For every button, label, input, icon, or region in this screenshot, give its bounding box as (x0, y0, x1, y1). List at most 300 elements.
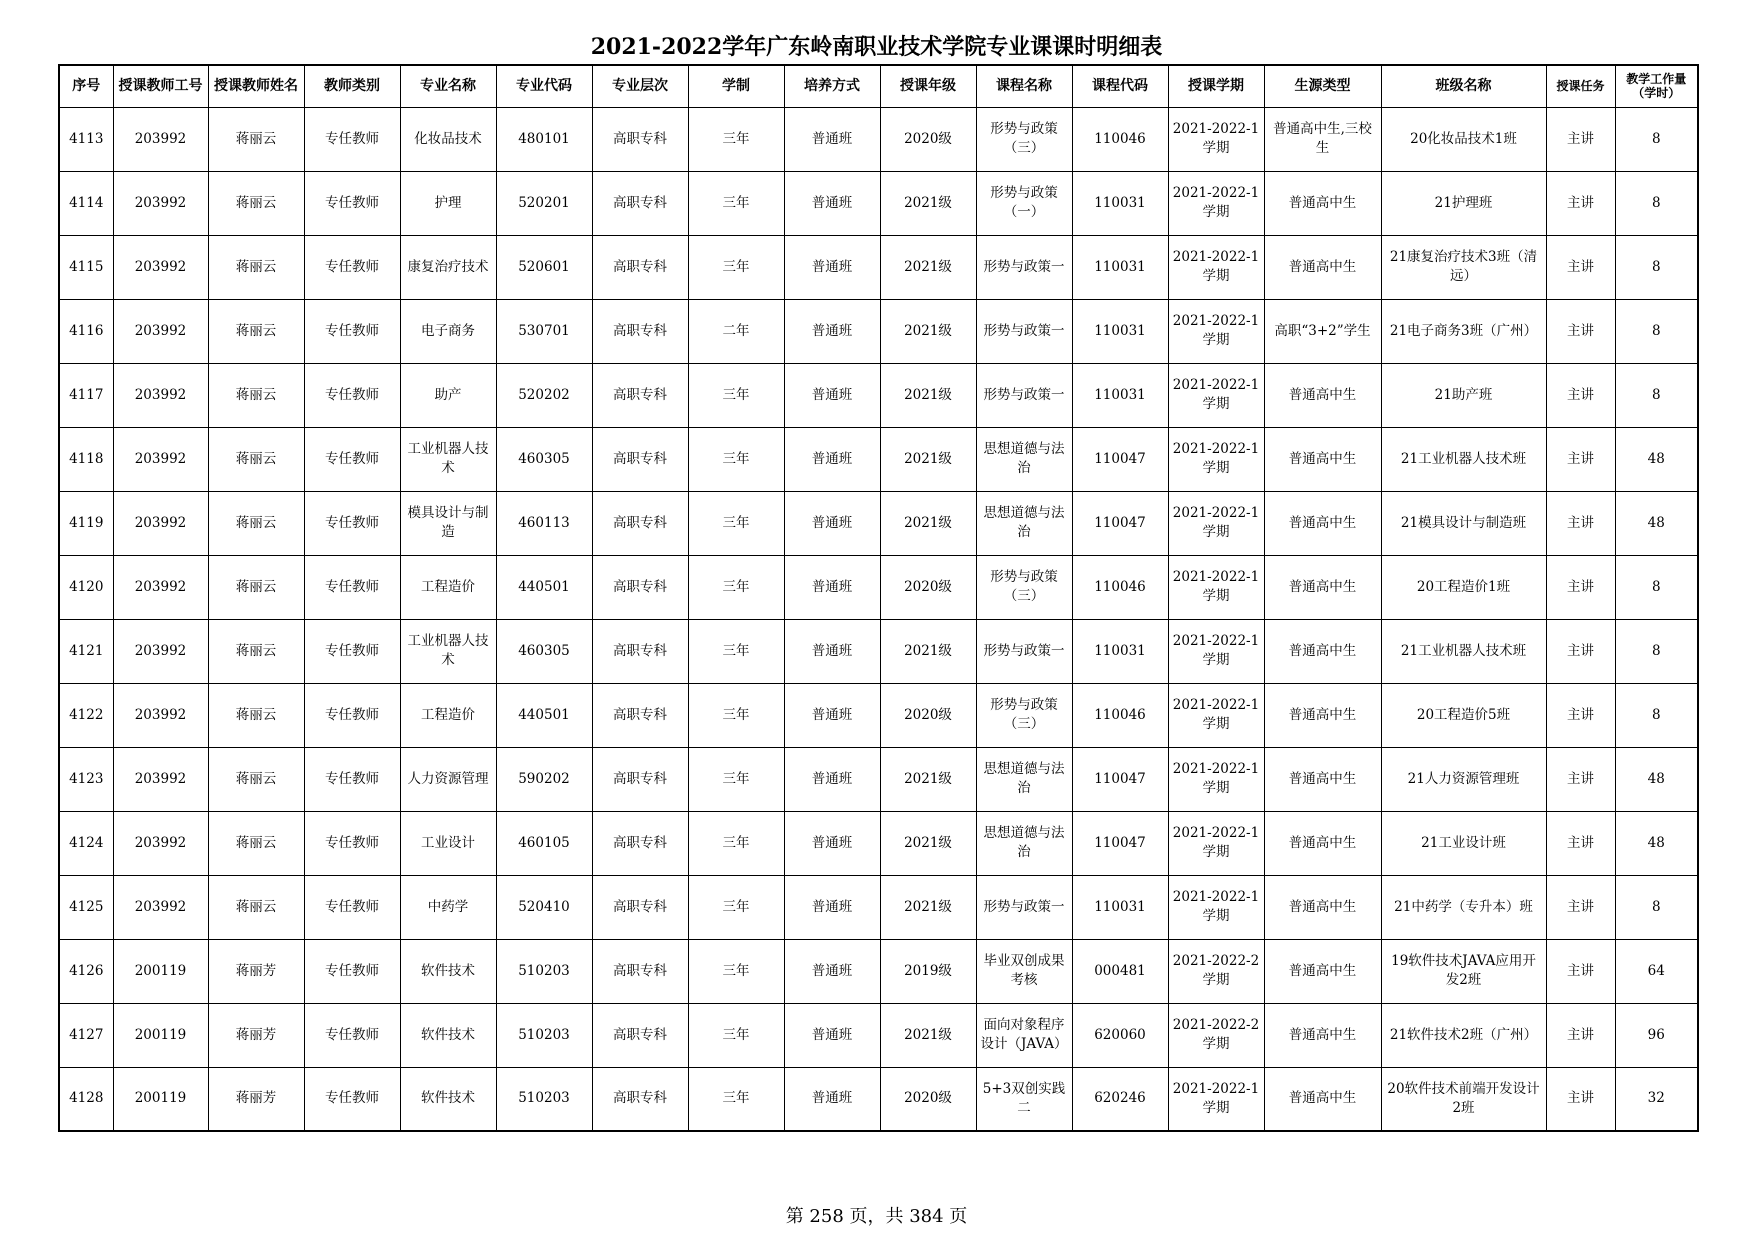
table-cell: 软件技术 (400, 1067, 496, 1131)
page-footer: 第 258 页，共 384 页 (785, 1206, 968, 1227)
table-cell: 普通高中生 (1264, 1067, 1381, 1131)
table-cell: 专任教师 (304, 491, 400, 555)
table-cell: 形势与政策一 (976, 619, 1072, 683)
table-cell: 蒋丽云 (208, 299, 304, 363)
table-cell: 8 (1615, 555, 1698, 619)
table-cell: 工程造价 (400, 555, 496, 619)
table-cell: 高职专科 (592, 491, 688, 555)
table-cell: 形势与政策（三） (976, 683, 1072, 747)
table-cell: 510203 (496, 1067, 592, 1131)
table-cell: 主讲 (1546, 491, 1615, 555)
table-cell: 200119 (113, 1067, 208, 1131)
table-row (59, 875, 1698, 939)
table-cell: 110047 (1072, 427, 1168, 491)
table-cell: 主讲 (1546, 619, 1615, 683)
table-cell: 主讲 (1546, 683, 1615, 747)
table-cell: 蒋丽云 (208, 683, 304, 747)
table-cell: 2021级 (880, 171, 976, 235)
table-cell: 蒋丽云 (208, 491, 304, 555)
table-cell: 蒋丽云 (208, 171, 304, 235)
table-cell: 2020级 (880, 1067, 976, 1131)
table-cell: 2021-2022-2学期 (1168, 939, 1264, 1003)
table-cell: 20工程造价1班 (1381, 555, 1546, 619)
table-cell: 8 (1615, 619, 1698, 683)
table-cell: 21工业设计班 (1381, 811, 1546, 875)
table-cell: 形势与政策（一） (976, 171, 1072, 235)
table-cell: 203992 (113, 107, 208, 171)
table-cell: 形势与政策一 (976, 363, 1072, 427)
table-cell: 专任教师 (304, 875, 400, 939)
table-cell: 460113 (496, 491, 592, 555)
table-cell: 5+3双创实践二 (976, 1067, 1072, 1131)
table-cell: 2021-2022-1学期 (1168, 683, 1264, 747)
column-header: 班级名称 (1381, 65, 1546, 107)
table-cell: 形势与政策一 (976, 235, 1072, 299)
table-cell: 高职专科 (592, 939, 688, 1003)
table-cell: 4120 (59, 555, 113, 619)
table-cell: 2021级 (880, 363, 976, 427)
table-cell: 4121 (59, 619, 113, 683)
column-header: 授课任务 (1546, 65, 1615, 107)
table-cell: 普通高中生 (1264, 427, 1381, 491)
table-cell: 蒋丽云 (208, 555, 304, 619)
table-cell: 三年 (688, 555, 784, 619)
table-cell: 蒋丽云 (208, 747, 304, 811)
table-cell: 2021-2022-1学期 (1168, 619, 1264, 683)
table-body (59, 107, 1698, 1131)
table-cell: 48 (1615, 427, 1698, 491)
table-row (59, 363, 1698, 427)
column-header: 教师类别 (304, 65, 400, 107)
table-cell: 思想道德与法治 (976, 811, 1072, 875)
table-cell: 普通班 (784, 811, 880, 875)
table-cell: 普通高中生 (1264, 491, 1381, 555)
table-cell: 蒋丽芳 (208, 939, 304, 1003)
table-cell: 工程造价 (400, 683, 496, 747)
table-row (59, 939, 1698, 1003)
table-cell: 思想道德与法治 (976, 747, 1072, 811)
table-cell: 思想道德与法治 (976, 427, 1072, 491)
table-cell: 460305 (496, 619, 592, 683)
table-row (59, 1067, 1698, 1131)
column-header: 培养方式 (784, 65, 880, 107)
table-cell: 蒋丽云 (208, 619, 304, 683)
table-cell: 4118 (59, 427, 113, 491)
table-cell: 203992 (113, 427, 208, 491)
table-cell: 工业设计 (400, 811, 496, 875)
table-cell: 21工业机器人技术班 (1381, 619, 1546, 683)
table-cell: 普通高中生 (1264, 1003, 1381, 1067)
table-row (59, 299, 1698, 363)
table-cell: 蒋丽云 (208, 875, 304, 939)
table-cell: 三年 (688, 1067, 784, 1131)
table-cell: 主讲 (1546, 107, 1615, 171)
table-cell: 110047 (1072, 811, 1168, 875)
table-cell: 面向对象程序设计（JAVA） (976, 1003, 1072, 1067)
table-cell: 110031 (1072, 235, 1168, 299)
table-header-row (59, 65, 1698, 107)
table-cell: 96 (1615, 1003, 1698, 1067)
table-cell: 110046 (1072, 107, 1168, 171)
table-cell: 专任教师 (304, 171, 400, 235)
table-cell: 普通班 (784, 683, 880, 747)
table-cell: 主讲 (1546, 363, 1615, 427)
table-cell: 专任教师 (304, 1067, 400, 1131)
table-cell: 高职专科 (592, 363, 688, 427)
table-cell: 21护理班 (1381, 171, 1546, 235)
table-cell: 21工业机器人技术班 (1381, 427, 1546, 491)
table-cell: 8 (1615, 363, 1698, 427)
table-cell: 三年 (688, 235, 784, 299)
table-cell: 203992 (113, 747, 208, 811)
table-cell: 软件技术 (400, 939, 496, 1003)
table-cell: 专任教师 (304, 363, 400, 427)
table-cell: 主讲 (1546, 427, 1615, 491)
table-cell: 工业机器人技术 (400, 427, 496, 491)
table-cell: 电子商务 (400, 299, 496, 363)
table-cell: 普通高中生 (1264, 619, 1381, 683)
table-cell: 专任教师 (304, 555, 400, 619)
table-cell: 三年 (688, 171, 784, 235)
table-cell: 毕业双创成果考核 (976, 939, 1072, 1003)
table-cell: 2021-2022-1学期 (1168, 427, 1264, 491)
table-cell: 蒋丽芳 (208, 1003, 304, 1067)
table-cell: 工业机器人技术 (400, 619, 496, 683)
table-cell: 110031 (1072, 171, 1168, 235)
table-cell: 2020级 (880, 107, 976, 171)
table-cell: 590202 (496, 747, 592, 811)
table-cell: 2020级 (880, 555, 976, 619)
table-cell: 203992 (113, 683, 208, 747)
table-cell: 2021-2022-1学期 (1168, 875, 1264, 939)
table-cell: 形势与政策（三） (976, 107, 1072, 171)
table-cell: 203992 (113, 811, 208, 875)
table-cell: 普通高中生 (1264, 747, 1381, 811)
table-cell: 2021-2022-1学期 (1168, 1067, 1264, 1131)
column-header: 授课教师姓名 (208, 65, 304, 107)
table-cell: 4123 (59, 747, 113, 811)
table-cell: 蒋丽云 (208, 235, 304, 299)
table-row (59, 619, 1698, 683)
table-cell: 203992 (113, 299, 208, 363)
table-cell: 三年 (688, 491, 784, 555)
table-cell: 2021-2022-1学期 (1168, 811, 1264, 875)
table-cell: 2020级 (880, 683, 976, 747)
table-cell: 200119 (113, 939, 208, 1003)
table-row (59, 811, 1698, 875)
table-cell: 21人力资源管理班 (1381, 747, 1546, 811)
table-cell: 203992 (113, 875, 208, 939)
table-cell: 模具设计与制造 (400, 491, 496, 555)
table-cell: 专任教师 (304, 939, 400, 1003)
table-cell: 康复治疗技术 (400, 235, 496, 299)
table-cell: 2021-2022-1学期 (1168, 555, 1264, 619)
table-cell: 8 (1615, 235, 1698, 299)
table-cell: 普通高中生 (1264, 555, 1381, 619)
table-cell: 2019级 (880, 939, 976, 1003)
table-cell: 普通高中生 (1264, 235, 1381, 299)
table-row (59, 427, 1698, 491)
table-cell: 专任教师 (304, 683, 400, 747)
table-cell: 三年 (688, 875, 784, 939)
table-cell: 110031 (1072, 619, 1168, 683)
table-cell: 普通班 (784, 555, 880, 619)
table-cell: 2021-2022-1学期 (1168, 171, 1264, 235)
table-cell: 110031 (1072, 299, 1168, 363)
table-cell: 普通高中生 (1264, 875, 1381, 939)
table-cell: 2021-2022-2学期 (1168, 1003, 1264, 1067)
table-cell: 人力资源管理 (400, 747, 496, 811)
table-cell: 4115 (59, 235, 113, 299)
column-header: 专业名称 (400, 65, 496, 107)
table-cell: 主讲 (1546, 1003, 1615, 1067)
table-cell: 203992 (113, 619, 208, 683)
table-cell: 4127 (59, 1003, 113, 1067)
column-header: 生源类型 (1264, 65, 1381, 107)
table-cell: 普通班 (784, 875, 880, 939)
table-cell: 4128 (59, 1067, 113, 1131)
table-cell: 普通班 (784, 619, 880, 683)
table-cell: 高职专科 (592, 619, 688, 683)
table-cell: 110031 (1072, 363, 1168, 427)
table-row (59, 747, 1698, 811)
table-cell: 460105 (496, 811, 592, 875)
table-cell: 普通高中生 (1264, 939, 1381, 1003)
table-cell: 高职专科 (592, 1003, 688, 1067)
table-cell: 普通高中生 (1264, 363, 1381, 427)
table-cell: 110047 (1072, 491, 1168, 555)
table-cell: 8 (1615, 171, 1698, 235)
table-cell: 中药学 (400, 875, 496, 939)
table-cell: 普通班 (784, 107, 880, 171)
column-header: 专业代码 (496, 65, 592, 107)
table-cell: 4113 (59, 107, 113, 171)
table-cell: 2021级 (880, 427, 976, 491)
table-cell: 110046 (1072, 683, 1168, 747)
table-cell: 19软件技术JAVA应用开发2班 (1381, 939, 1546, 1003)
column-header: 授课年级 (880, 65, 976, 107)
table-cell: 20工程造价5班 (1381, 683, 1546, 747)
column-header: 教学工作量（学时） (1615, 65, 1698, 107)
table-cell: 高职专科 (592, 299, 688, 363)
table-cell: 000481 (1072, 939, 1168, 1003)
table-cell: 480101 (496, 107, 592, 171)
table-cell: 蒋丽云 (208, 427, 304, 491)
table-cell: 520410 (496, 875, 592, 939)
table-cell: 2021-2022-1学期 (1168, 299, 1264, 363)
table-cell: 普通班 (784, 299, 880, 363)
table-cell: 普通班 (784, 235, 880, 299)
table-cell: 高职专科 (592, 683, 688, 747)
table-cell: 形势与政策一 (976, 875, 1072, 939)
table-row (59, 235, 1698, 299)
table-cell: 2021-2022-1学期 (1168, 747, 1264, 811)
table-cell: 2021-2022-1学期 (1168, 491, 1264, 555)
table-cell: 主讲 (1546, 939, 1615, 1003)
table-cell: 高职专科 (592, 235, 688, 299)
table-cell: 形势与政策一 (976, 299, 1072, 363)
table-cell: 普通高中生 (1264, 811, 1381, 875)
table-row (59, 1003, 1698, 1067)
table-cell: 高职专科 (592, 1067, 688, 1131)
table-cell: 110031 (1072, 875, 1168, 939)
table-cell: 二年 (688, 299, 784, 363)
table-cell: 高职“3+2”学生 (1264, 299, 1381, 363)
table-cell: 主讲 (1546, 875, 1615, 939)
table-cell: 2021-2022-1学期 (1168, 107, 1264, 171)
table-cell: 4117 (59, 363, 113, 427)
table-cell: 普通班 (784, 939, 880, 1003)
table-cell: 2021级 (880, 235, 976, 299)
table-cell: 4119 (59, 491, 113, 555)
table-cell: 专任教师 (304, 811, 400, 875)
table-cell: 21康复治疗技术3班（清远） (1381, 235, 1546, 299)
table-cell: 20化妆品技术1班 (1381, 107, 1546, 171)
table-cell: 专任教师 (304, 619, 400, 683)
table-cell: 专任教师 (304, 107, 400, 171)
table-cell: 8 (1615, 299, 1698, 363)
table-cell: 三年 (688, 939, 784, 1003)
table-cell: 主讲 (1546, 235, 1615, 299)
table-cell: 普通高中生,三校生 (1264, 107, 1381, 171)
table-cell: 2021-2022-1学期 (1168, 363, 1264, 427)
table-cell: 高职专科 (592, 747, 688, 811)
table-cell: 510203 (496, 939, 592, 1003)
table-cell: 4116 (59, 299, 113, 363)
column-header: 学制 (688, 65, 784, 107)
table-cell: 化妆品技术 (400, 107, 496, 171)
table-cell: 8 (1615, 683, 1698, 747)
table-cell: 48 (1615, 811, 1698, 875)
table-cell: 专任教师 (304, 747, 400, 811)
table-cell: 蒋丽云 (208, 363, 304, 427)
table-cell: 普通班 (784, 1003, 880, 1067)
table-cell: 48 (1615, 491, 1698, 555)
table-cell: 软件技术 (400, 1003, 496, 1067)
table-cell: 48 (1615, 747, 1698, 811)
table-cell: 主讲 (1546, 555, 1615, 619)
table-cell: 三年 (688, 1003, 784, 1067)
table-cell: 2021级 (880, 299, 976, 363)
table-cell: 普通班 (784, 171, 880, 235)
table-cell: 普通高中生 (1264, 171, 1381, 235)
table-cell: 专任教师 (304, 427, 400, 491)
table-cell: 高职专科 (592, 811, 688, 875)
table-cell: 4126 (59, 939, 113, 1003)
course-hours-table (58, 64, 1699, 1132)
table-cell: 普通高中生 (1264, 683, 1381, 747)
table-cell: 普通班 (784, 427, 880, 491)
table-cell: 三年 (688, 811, 784, 875)
table-cell: 高职专科 (592, 875, 688, 939)
table-cell: 440501 (496, 555, 592, 619)
table-cell: 普通班 (784, 1067, 880, 1131)
table-cell: 普通班 (784, 363, 880, 427)
table-cell: 思想道德与法治 (976, 491, 1072, 555)
table-row (59, 555, 1698, 619)
table-cell: 2021级 (880, 619, 976, 683)
table-cell: 主讲 (1546, 171, 1615, 235)
table-cell: 三年 (688, 683, 784, 747)
table-cell: 530701 (496, 299, 592, 363)
column-header: 授课教师工号 (113, 65, 208, 107)
table-cell: 高职专科 (592, 427, 688, 491)
column-header: 授课学期 (1168, 65, 1264, 107)
table-cell: 8 (1615, 107, 1698, 171)
table-cell: 203992 (113, 555, 208, 619)
table-cell: 4114 (59, 171, 113, 235)
table-cell: 主讲 (1546, 747, 1615, 811)
table-cell: 64 (1615, 939, 1698, 1003)
table-cell: 21模具设计与制造班 (1381, 491, 1546, 555)
table-cell: 三年 (688, 619, 784, 683)
table-cell: 高职专科 (592, 107, 688, 171)
table-cell: 510203 (496, 1003, 592, 1067)
table-cell: 专任教师 (304, 299, 400, 363)
table-cell: 110046 (1072, 555, 1168, 619)
table-cell: 4124 (59, 811, 113, 875)
table-cell: 620060 (1072, 1003, 1168, 1067)
table-cell: 主讲 (1546, 1067, 1615, 1131)
table-cell: 专任教师 (304, 235, 400, 299)
table-cell: 20软件技术前端开发设计2班 (1381, 1067, 1546, 1131)
table-cell: 助产 (400, 363, 496, 427)
table-cell: 520201 (496, 171, 592, 235)
table-row (59, 491, 1698, 555)
table-cell: 203992 (113, 235, 208, 299)
table-cell: 460305 (496, 427, 592, 491)
table-cell: 主讲 (1546, 299, 1615, 363)
table-cell: 2021级 (880, 1003, 976, 1067)
table-cell: 440501 (496, 683, 592, 747)
table-cell: 21助产班 (1381, 363, 1546, 427)
table-cell: 200119 (113, 1003, 208, 1067)
table-cell: 三年 (688, 363, 784, 427)
table-cell: 主讲 (1546, 811, 1615, 875)
table-cell: 8 (1615, 875, 1698, 939)
table-cell: 203992 (113, 171, 208, 235)
table-cell: 21中药学（专升本）班 (1381, 875, 1546, 939)
table-cell: 蒋丽芳 (208, 1067, 304, 1131)
table-row (59, 683, 1698, 747)
table-cell: 520601 (496, 235, 592, 299)
table-cell: 620246 (1072, 1067, 1168, 1131)
table-cell: 2021级 (880, 811, 976, 875)
table-cell: 2021级 (880, 491, 976, 555)
table-cell: 高职专科 (592, 171, 688, 235)
table-cell: 32 (1615, 1067, 1698, 1131)
table-cell: 2021级 (880, 747, 976, 811)
table-cell: 三年 (688, 427, 784, 491)
column-header: 课程名称 (976, 65, 1072, 107)
table-cell: 蒋丽云 (208, 107, 304, 171)
table-cell: 三年 (688, 107, 784, 171)
column-header: 课程代码 (1072, 65, 1168, 107)
table-cell: 203992 (113, 491, 208, 555)
table-cell: 2021-2022-1学期 (1168, 235, 1264, 299)
table-cell: 普通班 (784, 747, 880, 811)
table-cell: 护理 (400, 171, 496, 235)
table-cell: 203992 (113, 363, 208, 427)
table-cell: 520202 (496, 363, 592, 427)
table-cell: 专任教师 (304, 1003, 400, 1067)
table-cell: 21软件技术2班（广州） (1381, 1003, 1546, 1067)
table-cell: 4122 (59, 683, 113, 747)
table-cell: 21电子商务3班（广州） (1381, 299, 1546, 363)
table-cell: 蒋丽云 (208, 811, 304, 875)
page-title: 2021-2022学年广东岭南职业技术学院专业课课时明细表 (590, 34, 1163, 60)
table-cell: 4125 (59, 875, 113, 939)
